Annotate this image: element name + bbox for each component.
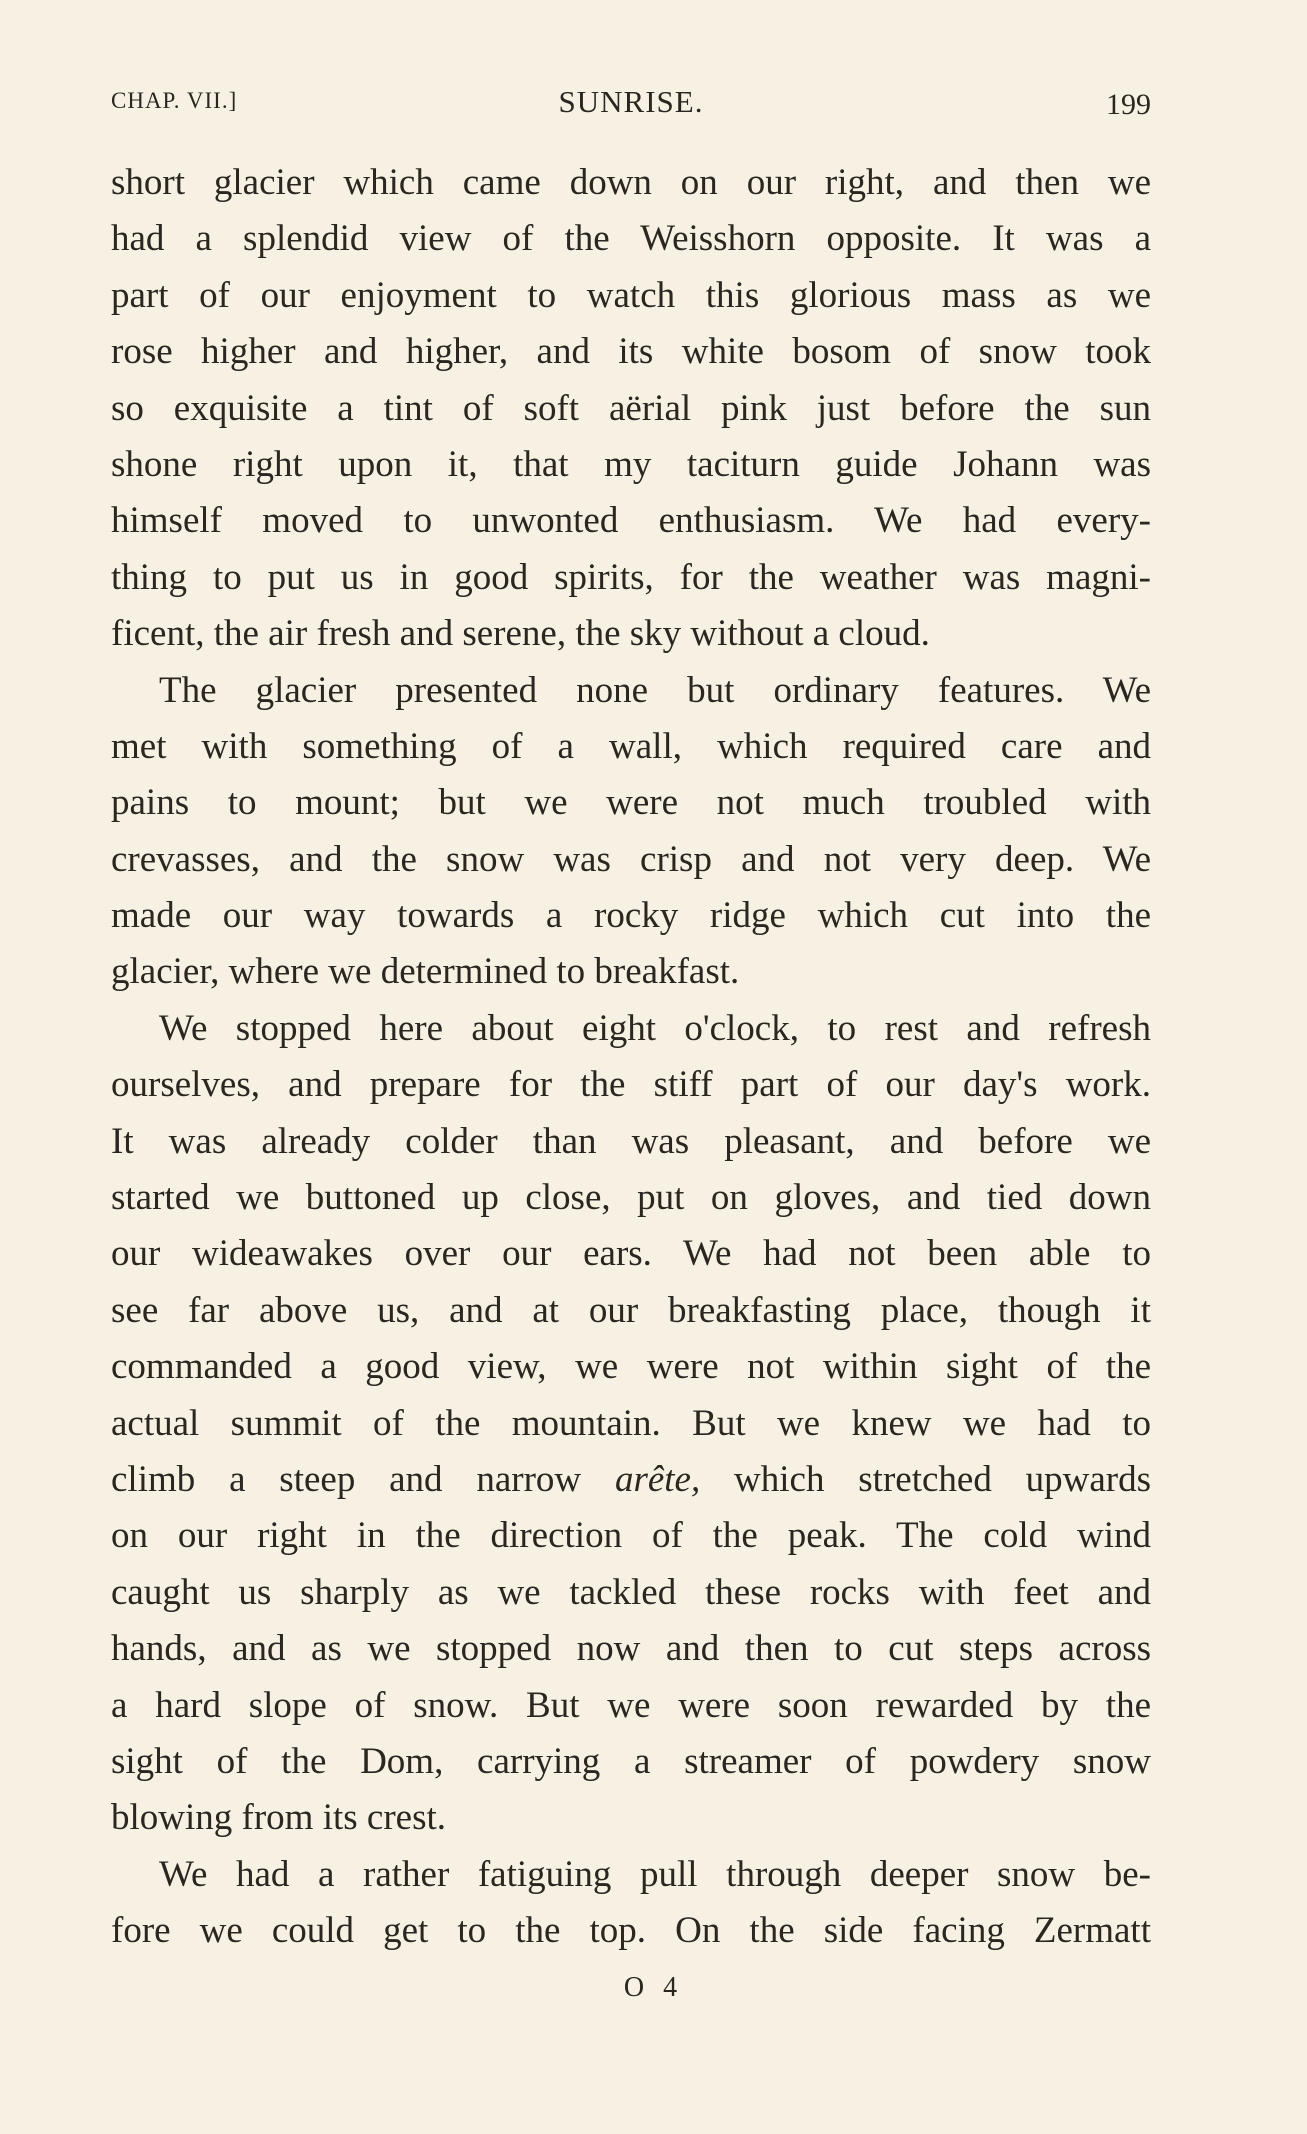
text-line: sight of the Dom, carrying a streamer of powdery snow bbox=[111, 1740, 1151, 1782]
text-line: shone right upon it, that my taciturn guide Johann was bbox=[111, 443, 1151, 485]
text-line: thing to put us in good spirits, for the weather was magni- bbox=[111, 556, 1151, 598]
text-line: hands, and as we stopped now and then to cut steps across bbox=[111, 1628, 1151, 1670]
signature-mark: O 4 bbox=[623, 1972, 684, 2003]
text-line: made our way towards a rocky ridge which cut into the bbox=[111, 895, 1151, 937]
text-segment: climb a steep and narrow bbox=[111, 1458, 615, 1500]
page-number: 199 bbox=[1106, 88, 1151, 121]
text-line: on our right in the direction of the peak. The cold wind bbox=[111, 1515, 1151, 1557]
text-line: The glacier presented none but ordinary features. We bbox=[159, 669, 1151, 711]
text-line: We stopped here about eight o'clock, to rest and refresh bbox=[159, 1007, 1151, 1049]
text-line: crevasses, and the snow was crisp and not very deep. We bbox=[111, 838, 1151, 880]
text-line: see far above us, and at our breakfasting place, though it bbox=[111, 1289, 1151, 1331]
text-line: met with something of a wall, which required care and bbox=[111, 725, 1151, 767]
text-line: himself moved to unwonted enthusiasm. We had every- bbox=[111, 500, 1151, 542]
text-line: commanded a good view, we were not within sight of the bbox=[111, 1346, 1151, 1388]
text-line: caught us sharply as we tackled these rocks with feet and bbox=[111, 1571, 1151, 1613]
page-title: SUNRISE. bbox=[558, 84, 704, 119]
text-line-arete bbox=[111, 1452, 1151, 1508]
text-line: rose higher and higher, and its white bosom of snow took bbox=[111, 331, 1151, 373]
text-line: pains to mount; but we were not much troubled with bbox=[111, 782, 1151, 824]
text-line: had a splendid view of the Weisshorn opposite. It was a bbox=[111, 218, 1151, 260]
paragraph-3 bbox=[111, 1001, 1151, 1847]
text-line: so exquisite a tint of soft aërial pink just before the sun bbox=[111, 387, 1151, 429]
running-head bbox=[111, 84, 1151, 124]
text-line: blowing from its crest. bbox=[111, 1797, 447, 1839]
text-line: ficent, the air fresh and serene, the sky without a cloud. bbox=[111, 613, 930, 655]
text-line: short glacier which came down on our right, and then we bbox=[111, 162, 1151, 203]
text-line: started we buttoned up close, put on gloves, and tied down bbox=[111, 1177, 1151, 1219]
paragraph-4 bbox=[111, 1847, 1151, 1960]
chapter-label: CHAP. VII.] bbox=[111, 88, 238, 113]
text-line: We had a rather fatiguing pull through deeper snow be- bbox=[159, 1853, 1151, 1895]
text-line: actual summit of the mountain. But we knew we had to bbox=[111, 1402, 1151, 1444]
text-line: glacier, where we determined to breakfast. bbox=[111, 951, 740, 993]
paragraph-2 bbox=[111, 663, 1151, 1001]
text-segment: which stretched upwards bbox=[700, 1458, 1151, 1500]
text-line: a hard slope of snow. But we were soon rewarded by the bbox=[111, 1684, 1151, 1726]
text-line: fore we could get to the top. On the side facing Zermatt bbox=[111, 1910, 1151, 1952]
paragraph-1 bbox=[111, 155, 1151, 663]
body-text bbox=[111, 155, 1151, 1960]
italic-word: arête, bbox=[614, 1458, 701, 1500]
text-line: our wideawakes over our ears. We had not been able to bbox=[111, 1233, 1151, 1275]
text-line: ourselves, and prepare for the stiff part of our day's work. bbox=[111, 1064, 1151, 1106]
text-line: part of our enjoyment to watch this glorious mass as we bbox=[111, 274, 1151, 316]
text-line: It was already colder than was pleasant, and before we bbox=[111, 1120, 1151, 1162]
